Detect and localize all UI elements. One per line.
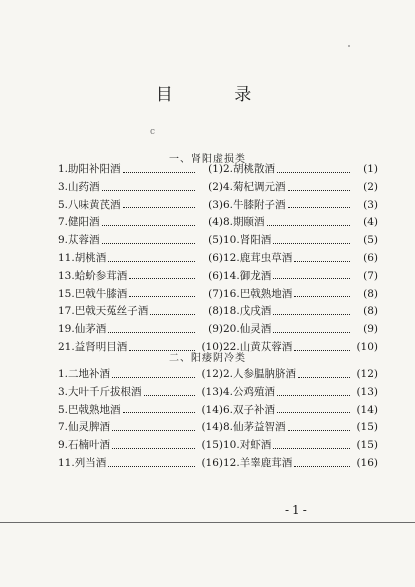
toc-entry bbox=[223, 322, 378, 336]
page-number: -1- bbox=[285, 503, 310, 517]
toc-entry-title: 7.健阳酒 bbox=[58, 216, 100, 229]
toc-entry-page: (9) bbox=[208, 323, 223, 336]
toc-entry-page: (3) bbox=[208, 198, 223, 211]
toc-entry-page: (14) bbox=[201, 403, 223, 416]
toc-entry-page: (10) bbox=[356, 340, 378, 353]
toc-entry-title: 16.巴戟熟地酒 bbox=[223, 287, 293, 300]
toc-entry-page: (12) bbox=[356, 368, 378, 380]
toc-entry bbox=[223, 269, 378, 283]
toc-entry-title: 8.期颐酒 bbox=[223, 216, 265, 229]
toc-entry-page: (2) bbox=[208, 180, 223, 193]
toc-entry-page: (15) bbox=[356, 439, 378, 452]
toc-entry-title: 4.公鸡殖酒 bbox=[223, 385, 276, 398]
toc-entry-title: 3.山药酒 bbox=[58, 180, 100, 193]
dot-leader bbox=[277, 404, 350, 413]
dot-leader bbox=[294, 253, 350, 262]
toc-entry bbox=[223, 420, 378, 434]
dot-leader bbox=[102, 235, 195, 244]
dot-leader bbox=[267, 217, 350, 226]
toc-entry-page: (5) bbox=[208, 234, 223, 247]
toc-entry-page: (16) bbox=[201, 456, 223, 469]
toc-entry-title: 5.八味黄芪酒 bbox=[58, 198, 121, 211]
dot-leader bbox=[277, 164, 350, 173]
dot-leader bbox=[144, 387, 195, 396]
toc-entry bbox=[223, 180, 378, 194]
dot-leader bbox=[294, 458, 350, 467]
toc-entry-page: (12) bbox=[201, 368, 223, 380]
paper-mark: c bbox=[150, 127, 156, 137]
dot-leader bbox=[102, 217, 195, 226]
toc-entry bbox=[58, 456, 223, 470]
dot-leader bbox=[112, 422, 195, 431]
toc-entry bbox=[58, 233, 223, 247]
toc-entry bbox=[58, 198, 223, 212]
toc-entry-title: 2.胡桃散酒 bbox=[223, 163, 276, 175]
toc-entry-title: 11.胡桃酒 bbox=[58, 251, 107, 264]
toc-entry-title: 6.牛膝附子酒 bbox=[223, 198, 286, 211]
toc-entry-title: 10.对虾酒 bbox=[223, 439, 272, 452]
toc-entry bbox=[223, 287, 378, 301]
page-title: 目 录 bbox=[155, 85, 280, 105]
toc-entry-page: (8) bbox=[363, 305, 378, 318]
toc-entry-page: (4) bbox=[208, 216, 223, 229]
toc-entry-page: (14) bbox=[356, 403, 378, 416]
dot-leader bbox=[288, 182, 350, 191]
toc-entry-title: 20.仙灵酒 bbox=[223, 323, 272, 336]
toc-entry bbox=[58, 420, 223, 434]
toc-entry-title: 9.石楠叶酒 bbox=[58, 439, 111, 452]
dot-leader bbox=[294, 288, 350, 297]
toc-entry bbox=[58, 162, 223, 176]
toc-entry-page: (6) bbox=[363, 251, 378, 264]
dot-leader bbox=[150, 306, 195, 315]
toc-entry bbox=[58, 403, 223, 417]
paper-speck bbox=[348, 45, 350, 47]
toc-entry-page: (13) bbox=[201, 385, 223, 398]
toc-entry bbox=[223, 367, 378, 381]
toc-entry bbox=[58, 322, 223, 336]
toc-entry-title: 19.仙茅酒 bbox=[58, 323, 107, 336]
toc-entry bbox=[58, 215, 223, 229]
dot-leader bbox=[273, 235, 350, 244]
toc-entry-page: (6) bbox=[208, 251, 223, 264]
dot-leader bbox=[288, 422, 350, 431]
toc-entry-title: 8.仙茅益智酒 bbox=[223, 421, 286, 434]
toc-entry bbox=[223, 162, 378, 176]
toc-entry-page: (8) bbox=[208, 305, 223, 318]
toc-entry bbox=[223, 438, 378, 452]
toc-entry-title: 1.二地补酒 bbox=[58, 368, 111, 380]
toc-entry-title: 1.助阳补阳酒 bbox=[58, 163, 121, 175]
toc-entry-page: (3) bbox=[363, 198, 378, 211]
toc-entry-title: 4.菊杞调元酒 bbox=[223, 180, 286, 193]
toc-entry bbox=[223, 215, 378, 229]
toc-entry-page: (7) bbox=[208, 287, 223, 300]
toc-entry-title: 11.列当酒 bbox=[58, 456, 107, 469]
toc-section-1 bbox=[58, 162, 378, 354]
toc-entry-title: 21.益肾明目酒 bbox=[58, 340, 128, 353]
toc-entry-title: 2.人参腽肭脐酒 bbox=[223, 368, 297, 380]
toc-entry-page: (16) bbox=[356, 456, 378, 469]
toc-entry-title: 12.羊睾鹿茸酒 bbox=[223, 456, 293, 469]
toc-entry-page: (6) bbox=[208, 269, 223, 282]
toc-entry-title: 18.戊戌酒 bbox=[223, 305, 272, 318]
toc-entry-title: 22.山黄苁蓉酒 bbox=[223, 340, 293, 353]
toc-entry bbox=[58, 269, 223, 283]
toc-entry-page: (13) bbox=[356, 385, 378, 398]
dot-leader bbox=[112, 369, 195, 378]
toc-entry bbox=[223, 456, 378, 470]
dot-leader bbox=[273, 440, 350, 449]
toc-entry-title: 9.苁蓉酒 bbox=[58, 234, 100, 247]
toc-entry-title: 15.巴戟牛膝酒 bbox=[58, 287, 128, 300]
toc-entry-page: (8) bbox=[363, 287, 378, 300]
toc-entry bbox=[223, 198, 378, 212]
toc-entry-page: (10) bbox=[201, 340, 223, 353]
dot-leader bbox=[273, 324, 350, 333]
dot-leader bbox=[298, 369, 350, 378]
toc-entry bbox=[223, 233, 378, 247]
section-heading-1: 一、肾阳虚损类 bbox=[169, 154, 246, 165]
section-heading-2: 二、阳痿阴冷类 bbox=[169, 353, 246, 364]
toc-entry-title: 14.御龙酒 bbox=[223, 269, 272, 282]
dot-leader bbox=[108, 324, 195, 333]
toc-entry-page: (1) bbox=[208, 163, 223, 175]
toc-entry-page: (1) bbox=[363, 163, 378, 175]
toc-entry-page: (9) bbox=[363, 323, 378, 336]
toc-entry-page: (5) bbox=[363, 234, 378, 247]
toc-entry-title: 17.巴戟天菟丝子酒 bbox=[58, 305, 149, 318]
dot-leader bbox=[288, 199, 350, 208]
dot-leader bbox=[273, 306, 350, 315]
dot-leader bbox=[277, 387, 350, 396]
toc-entry-page: (7) bbox=[363, 269, 378, 282]
toc-entry bbox=[58, 180, 223, 194]
toc-entry-title: 7.仙灵脾酒 bbox=[58, 421, 111, 434]
toc-entry-title: 10.肾阳酒 bbox=[223, 234, 272, 247]
toc-entry-title: 6.双子补酒 bbox=[223, 403, 276, 416]
toc-entry-page: (15) bbox=[201, 439, 223, 452]
toc-section-2 bbox=[58, 367, 378, 470]
toc-entry bbox=[223, 385, 378, 399]
toc-entry bbox=[58, 438, 223, 452]
dot-leader bbox=[123, 404, 195, 413]
toc-entry-page: (4) bbox=[363, 216, 378, 229]
bottom-rule bbox=[0, 522, 415, 523]
dot-leader bbox=[129, 288, 195, 297]
toc-entry-page: (2) bbox=[363, 180, 378, 193]
toc-entry bbox=[223, 251, 378, 265]
toc-entry-title: 13.蛤蚧参茸酒 bbox=[58, 269, 128, 282]
toc-entry bbox=[223, 304, 378, 318]
toc-entry bbox=[58, 304, 223, 318]
toc-entry bbox=[58, 251, 223, 265]
dot-leader bbox=[108, 253, 195, 262]
toc-entry-page: (15) bbox=[356, 421, 378, 434]
dot-leader bbox=[108, 458, 195, 467]
toc-entry-title: 12.鹿茸虫草酒 bbox=[223, 251, 293, 264]
dot-leader bbox=[123, 199, 195, 208]
toc-entry bbox=[223, 403, 378, 417]
toc-entry bbox=[58, 287, 223, 301]
dot-leader bbox=[129, 270, 195, 279]
toc-entry bbox=[58, 385, 223, 399]
dot-leader bbox=[102, 182, 195, 191]
dot-leader bbox=[123, 164, 195, 173]
toc-entry-title: 5.巴戟熟地酒 bbox=[58, 403, 121, 416]
toc-entry bbox=[58, 367, 223, 381]
dot-leader bbox=[112, 440, 195, 449]
toc-entry-title: 3.大叶千斤拔根酒 bbox=[58, 385, 142, 398]
dot-leader bbox=[273, 270, 350, 279]
toc-entry-page: (14) bbox=[201, 421, 223, 434]
